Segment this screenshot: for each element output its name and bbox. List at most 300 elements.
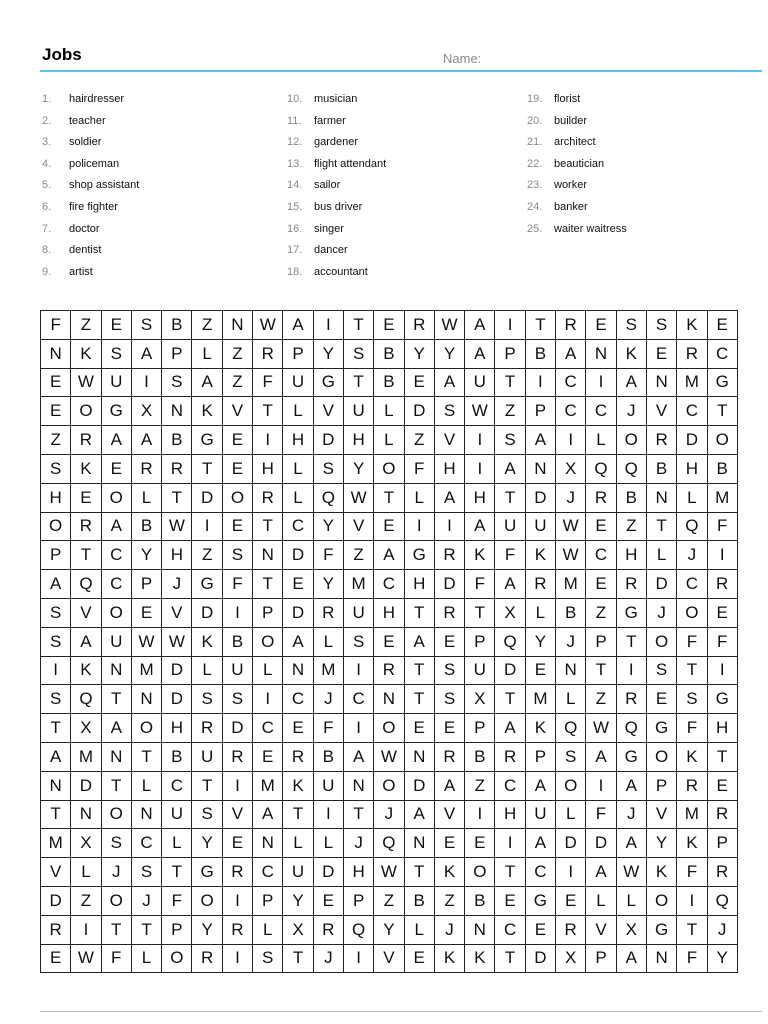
- grid-cell: V: [71, 598, 101, 627]
- grid-cell: H: [343, 858, 373, 887]
- grid-cell: F: [677, 944, 707, 973]
- grid-cell: P: [586, 944, 616, 973]
- grid-cell: R: [616, 570, 646, 599]
- grid-cell: A: [343, 742, 373, 771]
- grid-cell: S: [434, 685, 464, 714]
- grid-cell: A: [283, 311, 313, 340]
- grid-cell: A: [556, 339, 586, 368]
- grid-cell: E: [646, 685, 676, 714]
- grid-cell: R: [556, 915, 586, 944]
- word-number: 19.: [527, 93, 543, 105]
- grid-cell: E: [586, 311, 616, 340]
- grid-cell: S: [556, 742, 586, 771]
- grid-cell: I: [495, 829, 525, 858]
- grid-cell: G: [646, 915, 676, 944]
- grid-cell: R: [616, 685, 646, 714]
- grid-cell: R: [71, 426, 101, 455]
- grid-cell: S: [101, 339, 131, 368]
- word-number: 1.: [42, 93, 52, 105]
- word-text: worker: [554, 179, 588, 192]
- grid-cell: E: [404, 368, 434, 397]
- grid-cell: A: [465, 311, 495, 340]
- grid-cell: U: [101, 368, 131, 397]
- grid-cell: L: [556, 800, 586, 829]
- grid-cell: N: [131, 685, 161, 714]
- grid-cell: O: [101, 800, 131, 829]
- grid-cell: E: [525, 915, 555, 944]
- grid-row: [41, 771, 738, 800]
- grid-cell: U: [343, 397, 373, 426]
- grid-cell: K: [677, 311, 707, 340]
- grid-cell: M: [41, 829, 71, 858]
- grid-cell: I: [465, 800, 495, 829]
- grid-cell: A: [616, 368, 646, 397]
- grid-cell: N: [404, 829, 434, 858]
- word-text: accountant: [314, 265, 368, 278]
- grid-cell: I: [525, 368, 555, 397]
- grid-row: [41, 454, 738, 483]
- word-list-item: [42, 243, 139, 265]
- grid-cell: T: [283, 800, 313, 829]
- grid-cell: X: [71, 714, 101, 743]
- grid-cell: A: [192, 368, 222, 397]
- word-text: fire fighter: [69, 200, 118, 213]
- grid-cell: E: [374, 512, 404, 541]
- grid-cell: J: [434, 915, 464, 944]
- grid-cell: M: [71, 742, 101, 771]
- grid-cell: A: [434, 771, 464, 800]
- grid-cell: L: [404, 915, 434, 944]
- grid-cell: D: [283, 598, 313, 627]
- grid-cell: R: [41, 915, 71, 944]
- grid-cell: A: [616, 944, 646, 973]
- grid-cell: E: [222, 512, 252, 541]
- grid-cell: S: [131, 311, 161, 340]
- word-text: architect: [554, 136, 596, 149]
- grid-cell: B: [556, 598, 586, 627]
- grid-cell: I: [556, 858, 586, 887]
- grid-cell: S: [222, 685, 252, 714]
- grid-cell: T: [495, 368, 525, 397]
- word-list-item: [42, 157, 139, 179]
- grid-cell: W: [586, 714, 616, 743]
- grid-cell: C: [162, 771, 192, 800]
- word-list-item: [287, 157, 386, 179]
- grid-cell: C: [677, 570, 707, 599]
- grid-cell: I: [222, 771, 252, 800]
- grid-cell: N: [404, 742, 434, 771]
- grid-cell: W: [434, 311, 464, 340]
- grid-cell: F: [101, 944, 131, 973]
- grid-cell: H: [374, 598, 404, 627]
- grid-cell: L: [283, 483, 313, 512]
- grid-cell: W: [162, 627, 192, 656]
- grid-cell: A: [101, 714, 131, 743]
- grid-cell: E: [434, 627, 464, 656]
- grid-cell: Y: [131, 541, 161, 570]
- grid-cell: Z: [586, 598, 616, 627]
- grid-cell: Y: [192, 915, 222, 944]
- grid-cell: T: [101, 771, 131, 800]
- grid-cell: L: [253, 915, 283, 944]
- grid-cell: O: [101, 483, 131, 512]
- grid-cell: D: [222, 714, 252, 743]
- grid-cell: E: [283, 714, 313, 743]
- grid-cell: A: [495, 570, 525, 599]
- grid-cell: V: [586, 915, 616, 944]
- grid-cell: T: [616, 627, 646, 656]
- grid-cell: L: [586, 886, 616, 915]
- grid-cell: S: [131, 858, 161, 887]
- grid-cell: F: [707, 627, 737, 656]
- grid-cell: K: [283, 771, 313, 800]
- grid-row: [41, 886, 738, 915]
- footer-divider: [40, 1011, 762, 1012]
- grid-cell: J: [556, 483, 586, 512]
- grid-cell: U: [283, 368, 313, 397]
- grid-cell: Q: [313, 483, 343, 512]
- grid-cell: G: [707, 685, 737, 714]
- grid-cell: O: [616, 426, 646, 455]
- grid-cell: R: [404, 311, 434, 340]
- grid-cell: P: [646, 771, 676, 800]
- grid-cell: F: [677, 714, 707, 743]
- grid-cell: N: [101, 656, 131, 685]
- grid-cell: Q: [71, 570, 101, 599]
- grid-cell: D: [71, 771, 101, 800]
- grid-cell: A: [404, 800, 434, 829]
- grid-cell: T: [586, 656, 616, 685]
- grid-cell: T: [404, 858, 434, 887]
- grid-row: [41, 339, 738, 368]
- grid-cell: E: [253, 742, 283, 771]
- grid-cell: V: [162, 598, 192, 627]
- grid-cell: E: [313, 886, 343, 915]
- grid-cell: N: [253, 829, 283, 858]
- grid-cell: A: [495, 714, 525, 743]
- grid-cell: O: [556, 771, 586, 800]
- grid-cell: O: [131, 714, 161, 743]
- grid-cell: K: [677, 742, 707, 771]
- grid-cell: A: [374, 541, 404, 570]
- grid-cell: W: [71, 944, 101, 973]
- grid-cell: O: [41, 512, 71, 541]
- grid-cell: Y: [404, 339, 434, 368]
- word-text: dentist: [69, 244, 102, 257]
- grid-cell: R: [556, 311, 586, 340]
- grid-cell: P: [586, 627, 616, 656]
- grid-row: [41, 944, 738, 973]
- word-list-item: [42, 265, 139, 287]
- grid-cell: P: [162, 339, 192, 368]
- grid-cell: N: [41, 339, 71, 368]
- grid-cell: J: [646, 598, 676, 627]
- word-text: soldier: [69, 136, 102, 149]
- grid-cell: E: [374, 311, 404, 340]
- grid-cell: I: [41, 656, 71, 685]
- grid-cell: A: [283, 627, 313, 656]
- grid-cell: B: [222, 627, 252, 656]
- grid-cell: P: [495, 339, 525, 368]
- word-number: 6.: [42, 200, 52, 213]
- grid-cell: R: [434, 541, 464, 570]
- grid-cell: G: [646, 714, 676, 743]
- grid-cell: G: [616, 598, 646, 627]
- grid-cell: N: [162, 397, 192, 426]
- grid-cell: K: [465, 944, 495, 973]
- grid-cell: B: [404, 886, 434, 915]
- grid-cell: I: [313, 311, 343, 340]
- grid-cell: H: [343, 426, 373, 455]
- grid-cell: I: [222, 886, 252, 915]
- grid-cell: N: [71, 800, 101, 829]
- grid-cell: A: [41, 742, 71, 771]
- grid-cell: X: [556, 944, 586, 973]
- grid-row: [41, 570, 738, 599]
- grid-cell: T: [495, 483, 525, 512]
- grid-cell: T: [131, 915, 161, 944]
- grid-cell: C: [495, 771, 525, 800]
- word-list-item: [42, 178, 139, 200]
- word-text: hairdresser: [69, 93, 125, 105]
- grid-cell: E: [131, 598, 161, 627]
- grid-cell: I: [131, 368, 161, 397]
- grid-cell: A: [525, 829, 555, 858]
- grid-cell: R: [313, 598, 343, 627]
- word-text: dancer: [314, 244, 348, 257]
- grid-cell: I: [495, 311, 525, 340]
- grid-cell: J: [162, 570, 192, 599]
- grid-cell: Y: [283, 886, 313, 915]
- word-list-item: [42, 135, 139, 157]
- grid-row: [41, 541, 738, 570]
- word-text: waiter waitress: [554, 222, 627, 235]
- grid-cell: C: [556, 397, 586, 426]
- grid-cell: R: [71, 512, 101, 541]
- grid-cell: O: [374, 771, 404, 800]
- word-list-item: [287, 114, 386, 136]
- grid-cell: R: [253, 483, 283, 512]
- grid-cell: D: [677, 426, 707, 455]
- word-text: florist: [554, 93, 581, 105]
- grid-cell: R: [313, 915, 343, 944]
- grid-cell: C: [253, 858, 283, 887]
- grid-cell: J: [616, 397, 646, 426]
- grid-cell: K: [192, 397, 222, 426]
- grid-row: [41, 829, 738, 858]
- grid-cell: I: [556, 426, 586, 455]
- grid-cell: Z: [192, 311, 222, 340]
- grid-cell: P: [253, 598, 283, 627]
- grid-cell: S: [192, 685, 222, 714]
- grid-cell: L: [162, 829, 192, 858]
- grid-cell: V: [646, 800, 676, 829]
- grid-cell: E: [707, 311, 737, 340]
- grid-cell: S: [495, 426, 525, 455]
- grid-cell: Q: [495, 627, 525, 656]
- grid-cell: T: [162, 483, 192, 512]
- grid-cell: H: [465, 483, 495, 512]
- word-list-item: [42, 222, 139, 244]
- grid-cell: R: [707, 800, 737, 829]
- grid-cell: M: [707, 483, 737, 512]
- word-number: 23.: [527, 179, 543, 192]
- grid-cell: N: [465, 915, 495, 944]
- grid-cell: S: [41, 685, 71, 714]
- grid-cell: A: [434, 483, 464, 512]
- grid-cell: D: [162, 656, 192, 685]
- grid-cell: Z: [41, 426, 71, 455]
- grid-cell: N: [646, 368, 676, 397]
- grid-cell: E: [434, 714, 464, 743]
- grid-cell: B: [162, 311, 192, 340]
- grid-cell: C: [707, 339, 737, 368]
- grid-cell: E: [495, 886, 525, 915]
- word-list-item: [42, 200, 139, 222]
- grid-cell: W: [131, 627, 161, 656]
- grid-cell: K: [525, 541, 555, 570]
- grid-cell: I: [343, 714, 373, 743]
- grid-cell: L: [283, 454, 313, 483]
- grid-cell: T: [404, 598, 434, 627]
- grid-cell: I: [434, 512, 464, 541]
- word-list-column-1: [42, 92, 139, 286]
- grid-cell: R: [434, 598, 464, 627]
- grid-cell: T: [374, 483, 404, 512]
- word-text: shop assistant: [69, 179, 140, 192]
- grid-cell: H: [162, 714, 192, 743]
- word-number: 2.: [42, 114, 52, 127]
- grid-cell: D: [404, 397, 434, 426]
- grid-cell: M: [313, 656, 343, 685]
- grid-cell: N: [101, 742, 131, 771]
- grid-cell: D: [525, 944, 555, 973]
- word-text: doctor: [69, 222, 100, 235]
- grid-cell: Q: [586, 454, 616, 483]
- grid-cell: U: [495, 512, 525, 541]
- grid-cell: S: [41, 454, 71, 483]
- grid-cell: R: [434, 742, 464, 771]
- grid-cell: P: [131, 570, 161, 599]
- grid-cell: I: [222, 944, 252, 973]
- grid-cell: P: [465, 714, 495, 743]
- grid-cell: C: [586, 397, 616, 426]
- grid-cell: M: [253, 771, 283, 800]
- grid-cell: T: [162, 858, 192, 887]
- word-list-item: [287, 135, 386, 157]
- grid-cell: Z: [465, 771, 495, 800]
- word-number: 10.: [287, 93, 303, 105]
- grid-cell: H: [495, 800, 525, 829]
- word-list-item: [527, 222, 627, 244]
- grid-cell: O: [374, 714, 404, 743]
- grid-cell: R: [253, 339, 283, 368]
- grid-row: [41, 598, 738, 627]
- word-number: 24.: [527, 200, 543, 213]
- grid-row: [41, 800, 738, 829]
- word-list-item: [287, 222, 386, 244]
- word-number: 25.: [527, 222, 543, 235]
- grid-cell: I: [616, 656, 646, 685]
- grid-cell: A: [404, 627, 434, 656]
- grid-cell: M: [677, 368, 707, 397]
- grid-cell: T: [465, 598, 495, 627]
- grid-cell: B: [162, 742, 192, 771]
- word-list-item: [42, 92, 139, 114]
- grid-cell: F: [313, 541, 343, 570]
- grid-cell: T: [101, 685, 131, 714]
- grid-cell: T: [343, 368, 373, 397]
- grid-cell: E: [71, 483, 101, 512]
- grid-cell: Q: [677, 512, 707, 541]
- grid-cell: X: [131, 397, 161, 426]
- grid-row: [41, 512, 738, 541]
- word-text: banker: [554, 200, 588, 213]
- grid-cell: R: [374, 656, 404, 685]
- grid-cell: X: [71, 829, 101, 858]
- grid-cell: W: [374, 858, 404, 887]
- grid-cell: R: [677, 771, 707, 800]
- grid-cell: S: [222, 541, 252, 570]
- grid-cell: A: [101, 426, 131, 455]
- grid-cell: T: [404, 656, 434, 685]
- grid-cell: D: [525, 483, 555, 512]
- grid-cell: E: [556, 886, 586, 915]
- grid-cell: V: [434, 800, 464, 829]
- grid-cell: S: [434, 656, 464, 685]
- grid-cell: T: [192, 454, 222, 483]
- grid-cell: P: [283, 339, 313, 368]
- grid-cell: Q: [374, 829, 404, 858]
- grid-cell: W: [253, 311, 283, 340]
- grid-cell: Z: [222, 339, 252, 368]
- grid-cell: C: [556, 368, 586, 397]
- grid-cell: H: [283, 426, 313, 455]
- grid-cell: E: [646, 339, 676, 368]
- word-list-item: [287, 265, 386, 287]
- grid-cell: G: [404, 541, 434, 570]
- word-text: artist: [69, 265, 93, 278]
- grid-cell: L: [646, 541, 676, 570]
- grid-cell: J: [131, 886, 161, 915]
- grid-cell: R: [586, 483, 616, 512]
- grid-cell: C: [677, 397, 707, 426]
- grid-cell: Q: [616, 454, 646, 483]
- grid-cell: K: [465, 541, 495, 570]
- grid-cell: B: [374, 368, 404, 397]
- word-text: musician: [314, 93, 358, 105]
- grid-cell: Y: [313, 570, 343, 599]
- grid-cell: R: [707, 570, 737, 599]
- grid-cell: J: [101, 858, 131, 887]
- grid-cell: S: [41, 598, 71, 627]
- grid-cell: F: [41, 311, 71, 340]
- grid-cell: X: [495, 598, 525, 627]
- grid-cell: I: [253, 685, 283, 714]
- grid-cell: R: [192, 714, 222, 743]
- word-list-item: [287, 92, 386, 114]
- grid-cell: O: [646, 886, 676, 915]
- grid-cell: Q: [71, 685, 101, 714]
- grid-cell: T: [707, 397, 737, 426]
- grid-cell: F: [677, 858, 707, 887]
- grid-cell: K: [616, 339, 646, 368]
- grid-cell: O: [707, 426, 737, 455]
- word-text: farmer: [314, 114, 346, 127]
- grid-cell: N: [222, 311, 252, 340]
- grid-row: [41, 742, 738, 771]
- grid-cell: K: [434, 944, 464, 973]
